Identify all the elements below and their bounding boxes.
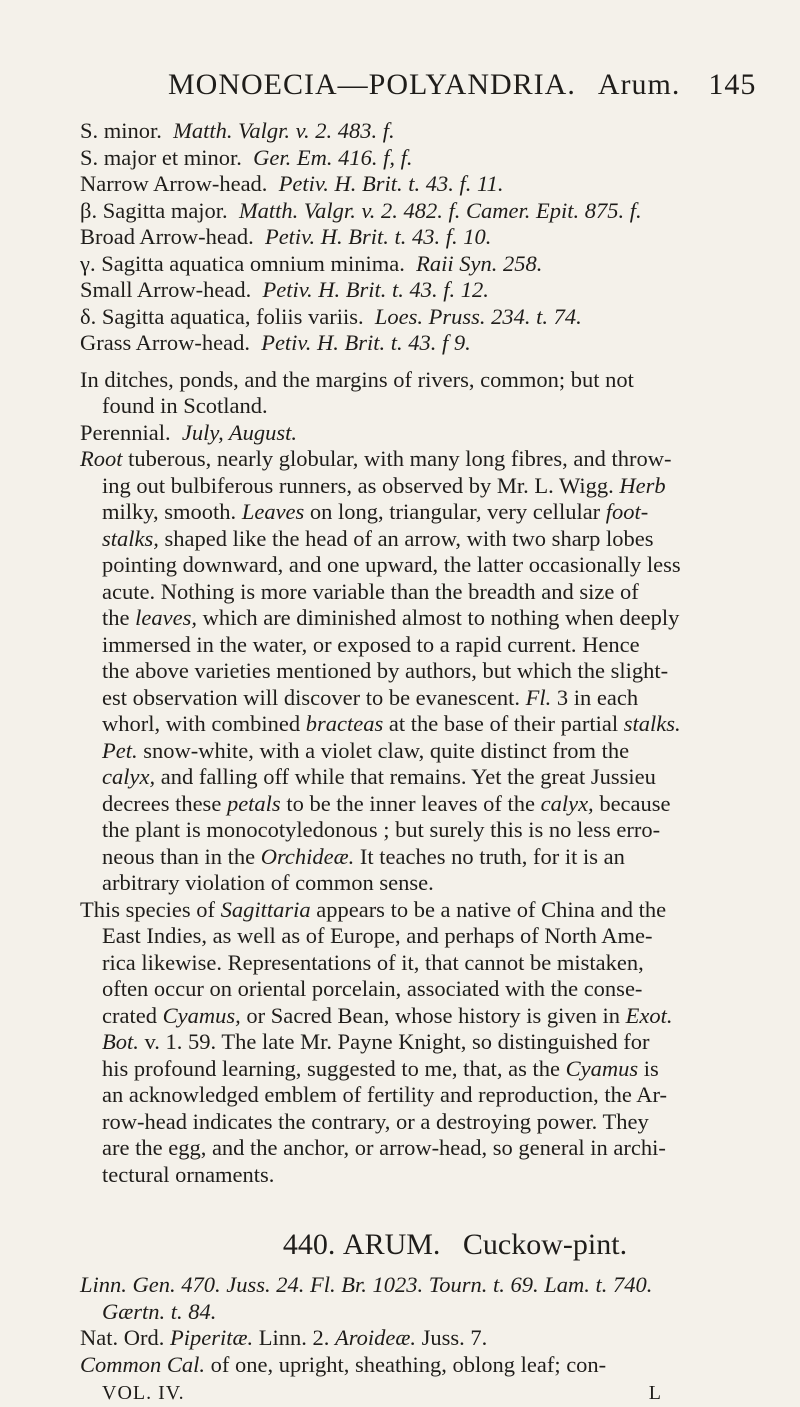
variety-line: S. major et minor. Ger. Em. 416. f, f.	[80, 144, 413, 170]
footer-signature	[80, 1380, 662, 1407]
habitat-paragraph: In ditches, ponds, and the margins of rivers, common; but not found in Scotland.	[80, 366, 634, 418]
running-head	[168, 68, 768, 102]
common-calyx-line: Common Cal. of one, upright, sheathing, oblong leaf; con-	[80, 1351, 607, 1377]
variety-line: β. Sagitta major. Matth. Valgr. v. 2. 482. f. Camer. Epit. 875. f.	[80, 197, 642, 223]
variety-line: Grass Arrow-head. Petiv. H. Brit. t. 43. f 9.	[80, 330, 471, 355]
variety-line: Broad Arrow-head. Petiv. H. Brit. t. 43. f. 10.	[80, 224, 492, 249]
signature-mark: L	[648, 1382, 662, 1404]
running-head-genus: Arum.	[597, 68, 681, 101]
duration-line: Perennial. July, August.	[80, 419, 298, 445]
page-body	[80, 118, 770, 1407]
section-heading: 440. ARUM. Cuckow-pint.	[282, 1228, 628, 1261]
variety-line: γ. Sagitta aquatica omnium minima. Raii Syn. 258.	[80, 250, 543, 276]
variety-line: Small Arrow-head. Petiv. H. Brit. t. 43. f. 12.	[80, 277, 489, 302]
variety-line: Narrow Arrow-head. Petiv. H. Brit. t. 43. f. 11.	[80, 171, 504, 196]
species-note-paragraph: This species of Sagittaria appears to be a native of China and the East Indies, as well as of Europe, and perhaps of North Ame- rica likewise. Representations of it, that cannot be mistaken, often occur on oriental porcelain, associated with the conse- crated Cyamus, or Sacred Bean, whose history is given in Exot. Bot. v. 1. 59. The late Mr. Payne Knight, so distinguished for his profound learning, suggested to me, that, as the Cyamus is an acknowledged emblem of fertility and reproduction, the Ar- row-head indicates the contrary, or a destroying power. They are the egg, and the anchor, or arrow-head, so general in archi- tectural ornaments.	[80, 896, 673, 1187]
natural-order-line: Nat. Ord. Piperitæ. Linn. 2. Aroideæ. Juss. 7.	[80, 1325, 488, 1350]
genus-references: Linn. Gen. 470. Juss. 24. Fl. Br. 1023. Tourn. t. 69. Lam. t. 740. Gærtn. t. 84.	[80, 1272, 653, 1324]
running-head-title: MONOECIA—POLYANDRIA.	[168, 68, 576, 101]
variety-line: δ. Sagitta aquatica, foliis variis. Loes. Pruss. 234. t. 74.	[80, 303, 582, 329]
variety-line: S. minor. Matth. Valgr. v. 2. 483. f.	[80, 118, 395, 143]
page-number: 145	[708, 68, 757, 101]
description-paragraph: Root tuberous, nearly globular, with many long fibres, and throw- ing out bulbiferous runners, as observed by Mr. L. Wigg. Herb milky, smooth. Leaves on long, triangular, very cellular foot- stalks, shaped like the head of an arrow, with two sharp lobes pointing downward, and one upward, the latter occasionally less acute. Nothing is more variable than the breadth and size of the leaves, which are diminished almost to nothing when deeply immersed in the water, or exposed to a rapid current. Hence the above varieties mentioned by authors, but which the slight- est observation will discover to be evanescent. Fl. 3 in each whorl, with combined bracteas at the base of their partial stalks. Pet. snow-white, with a violet claw, quite distinct from the calyx, and falling off while that remains. Yet the great Jussieu decrees these petals to be the inner leaves of the calyx, because the plant is monocotyledonous ; but surely this is no less erro- neous than in the Orchideæ. It teaches no truth, for it is an arbitrary violation of common sense.	[80, 446, 681, 895]
volume-label: VOL. IV.	[102, 1382, 185, 1404]
varieties-list	[80, 118, 770, 357]
